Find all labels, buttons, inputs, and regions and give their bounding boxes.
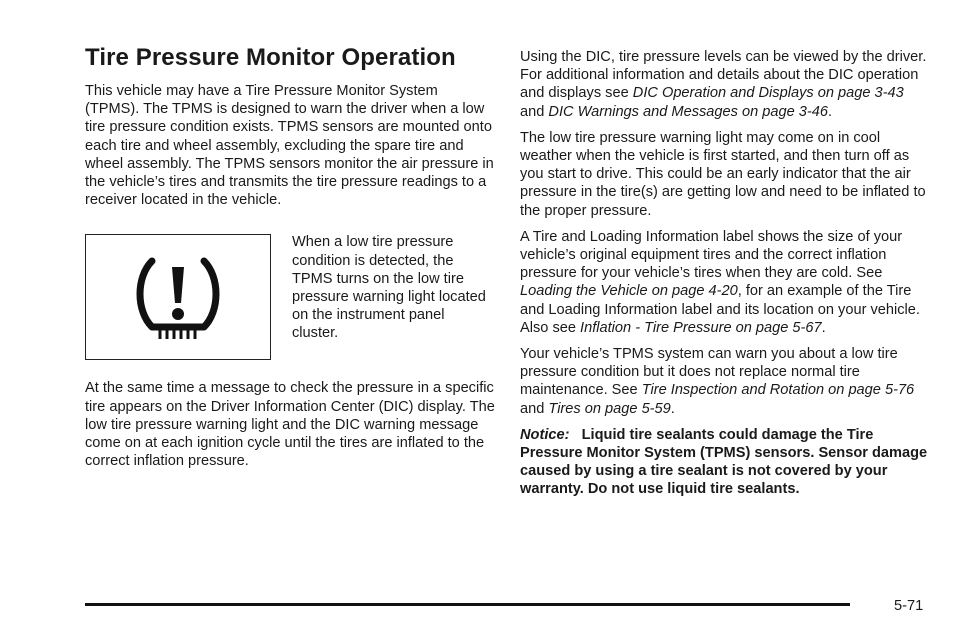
dic-levels-paragraph [520, 48, 932, 121]
text-span: A Tire and Loading Information label shows the size of your vehicle’s original equipment tires and the correct inflation pressure for your vehicle’s tires when they are cold. See [520, 228, 903, 282]
cross-reference: Tire Inspection and Rotation on page 5-76 [641, 382, 915, 399]
notice-paragraph [520, 426, 932, 499]
text-span: . [828, 103, 833, 120]
intro-paragraph: This vehicle may have a Tire Pressure Monitor System (TPMS). The TPMS is designed to warn the driver when a low tire pressure condition exists. TPMS sensors are mounted onto each tire and wheel assembly, excluding the spare tire and wheel assembly. The TPMS sensors monitor the air pressure in the vehicle’s tires and transmits the tire pressure readings to a receiver located in the vehicle. [85, 83, 494, 209]
page-title: Tire Pressure Monitor Operation [85, 44, 456, 71]
warning-light-frame [85, 234, 271, 360]
footer-rule [85, 603, 850, 606]
text-span: and [520, 103, 549, 120]
text-span: . [821, 319, 826, 336]
cross-reference: Tires on page 5-59 [548, 400, 671, 417]
page-number: 5-71 [894, 598, 924, 614]
right-column [520, 48, 932, 499]
cool-weather-paragraph: The low tire pressure warning light may come on in cool weather when the vehicle is first started, and then turn off as you start to drive. This could be an early indicator that the air pressure in the tire(s) are getting low and need to be inflated to the proper pressure. [520, 129, 926, 219]
notice-label: Notice: [520, 426, 570, 443]
cross-reference: DIC Operation and Displays on page 3-43 [632, 85, 904, 102]
tire-label-paragraph [520, 228, 932, 337]
notice-text: Liquid tire sealants could damage the Tire Pressure Monitor System (TPMS) sensors. Sensor damage caused by using a tire sealant is not covered by your warranty. Do not use liquid tire sealants. [520, 426, 928, 498]
maintenance-paragraph [520, 345, 932, 418]
cross-reference: Inflation - Tire Pressure on page 5-67 [580, 319, 822, 336]
text-span: . [670, 400, 675, 417]
tire-pressure-warning-icon [132, 255, 224, 341]
dic-message-paragraph: At the same time a message to check the pressure in a specific tire appears on the Driver Information Center (DIC) display. The low tire pressure warning light and the DIC warning message come on at each ignition cycle until the tires are inflated to the correct inflation pressure. [85, 380, 495, 470]
text-span: and [520, 400, 549, 417]
cross-reference: Loading the Vehicle on page 4-20 [520, 283, 738, 300]
warning-light-section [85, 233, 495, 379]
left-column [85, 82, 495, 470]
warning-light-caption: When a low tire pressure condition is detected, the TPMS turns on the low tire pressure warning light located on the instrument panel cluster. [292, 234, 486, 342]
text-span: , for an example of the Tire and Loading Information label and its location on your vehicle. Also see [520, 283, 920, 336]
text-span: Using the DIC, tire pressure levels can be viewed by the driver. For additional information and details about the DIC operation and displays see [520, 49, 927, 102]
cross-reference: DIC Warnings and Messages on page 3-46 [548, 103, 829, 120]
text-span: Your vehicle’s TPMS system can warn you about a low tire pressure condition but it does not replace normal tire maintenance. See [520, 346, 898, 399]
